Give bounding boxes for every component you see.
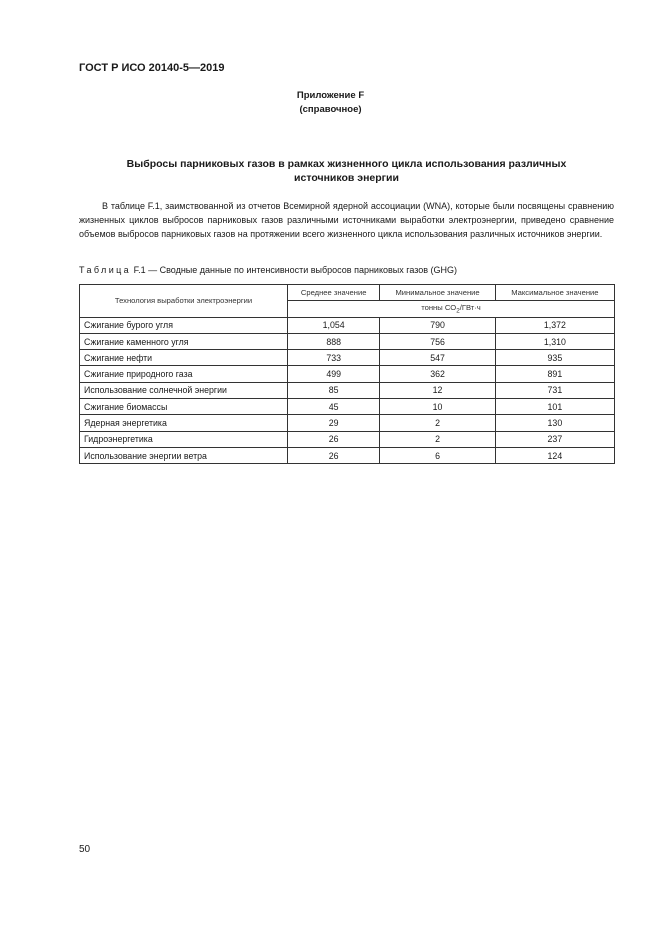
- col-header-average: Среднее значение: [288, 285, 380, 301]
- annex-title: Приложение F: [296, 90, 365, 101]
- row-average: 45: [288, 399, 380, 415]
- row-maximum: 124: [495, 447, 614, 463]
- row-average: 85: [288, 382, 380, 398]
- page-number: 50: [79, 844, 91, 855]
- row-technology: Ядерная энергетика: [80, 415, 288, 431]
- table-row: [80, 431, 615, 447]
- row-technology: Сжигание каменного угля: [80, 333, 288, 349]
- row-minimum: 2: [380, 415, 495, 431]
- table-row: [80, 382, 615, 398]
- row-minimum: 2: [380, 431, 495, 447]
- row-minimum: 547: [380, 350, 495, 366]
- row-technology: Сжигание бурого угля: [80, 317, 288, 333]
- row-minimum: 6: [380, 447, 495, 463]
- row-technology: Сжигание нефти: [80, 350, 288, 366]
- row-technology: Сжигание биомассы: [80, 399, 288, 415]
- row-maximum: 1,310: [495, 333, 614, 349]
- row-maximum: 731: [495, 382, 614, 398]
- table-row: [80, 333, 615, 349]
- unit-subscript: 2: [456, 307, 460, 315]
- row-minimum: 10: [380, 399, 495, 415]
- table-caption-text: F.1 — Сводные данные по интенсивности выбросов парниковых газов (GHG): [131, 265, 458, 275]
- table-row: [80, 399, 615, 415]
- row-technology: Использование энергии ветра: [80, 447, 288, 463]
- row-average: 733: [288, 350, 380, 366]
- row-minimum: 790: [380, 317, 495, 333]
- unit-header: [288, 301, 615, 317]
- document-code: ГОСТ Р ИСО 20140-5—2019: [79, 62, 225, 74]
- row-average: 26: [288, 431, 380, 447]
- row-minimum: 362: [380, 366, 495, 382]
- table-caption: [79, 265, 457, 275]
- table-row: [80, 350, 615, 366]
- row-technology: Использование солнечной энергии: [80, 382, 288, 398]
- intro-paragraph: В таблице F.1, заимствованной из отчетов Всемирной ядерной ассоциации (WNA), которые были посвящены сравнению жизненных циклов выбросов парниковых газов различными источниками выработки электроэнергии, приведено сравнение объемов выбросов парниковых газов на протяжении всего жизненного цикла использования различных источников энергии.: [79, 201, 614, 239]
- unit-prefix: тонны CO: [421, 303, 457, 313]
- table-row: [80, 415, 615, 431]
- row-maximum: 935: [495, 350, 614, 366]
- row-minimum: 12: [380, 382, 495, 398]
- annex-subtitle: (справочное): [299, 104, 362, 115]
- col-header-maximum: Максимальное значение: [495, 285, 614, 301]
- row-maximum: 1,372: [495, 317, 614, 333]
- col-header-minimum: Минимальное значение: [380, 285, 495, 301]
- table-row: [80, 317, 615, 333]
- row-average: 888: [288, 333, 380, 349]
- table-caption-lead: Таблица: [79, 265, 132, 275]
- row-average: 1,054: [288, 317, 380, 333]
- row-maximum: 101: [495, 399, 614, 415]
- row-technology: Гидроэнергетика: [80, 431, 288, 447]
- unit-suffix: /ГВт·ч: [459, 303, 481, 313]
- row-minimum: 756: [380, 333, 495, 349]
- row-maximum: 891: [495, 366, 614, 382]
- row-average: 499: [288, 366, 380, 382]
- row-average: 29: [288, 415, 380, 431]
- row-maximum: 130: [495, 415, 614, 431]
- row-maximum: 237: [495, 431, 614, 447]
- col-header-technology: Технология выработки электроэнергии: [80, 285, 288, 318]
- row-technology: Сжигание природного газа: [80, 366, 288, 382]
- table-row: [80, 447, 615, 463]
- emissions-table: [79, 284, 615, 464]
- row-average: 26: [288, 447, 380, 463]
- table-row: [80, 366, 615, 382]
- section-title: Выбросы парниковых газов в рамках жизненного цикла использования различных источников энергии: [126, 158, 567, 184]
